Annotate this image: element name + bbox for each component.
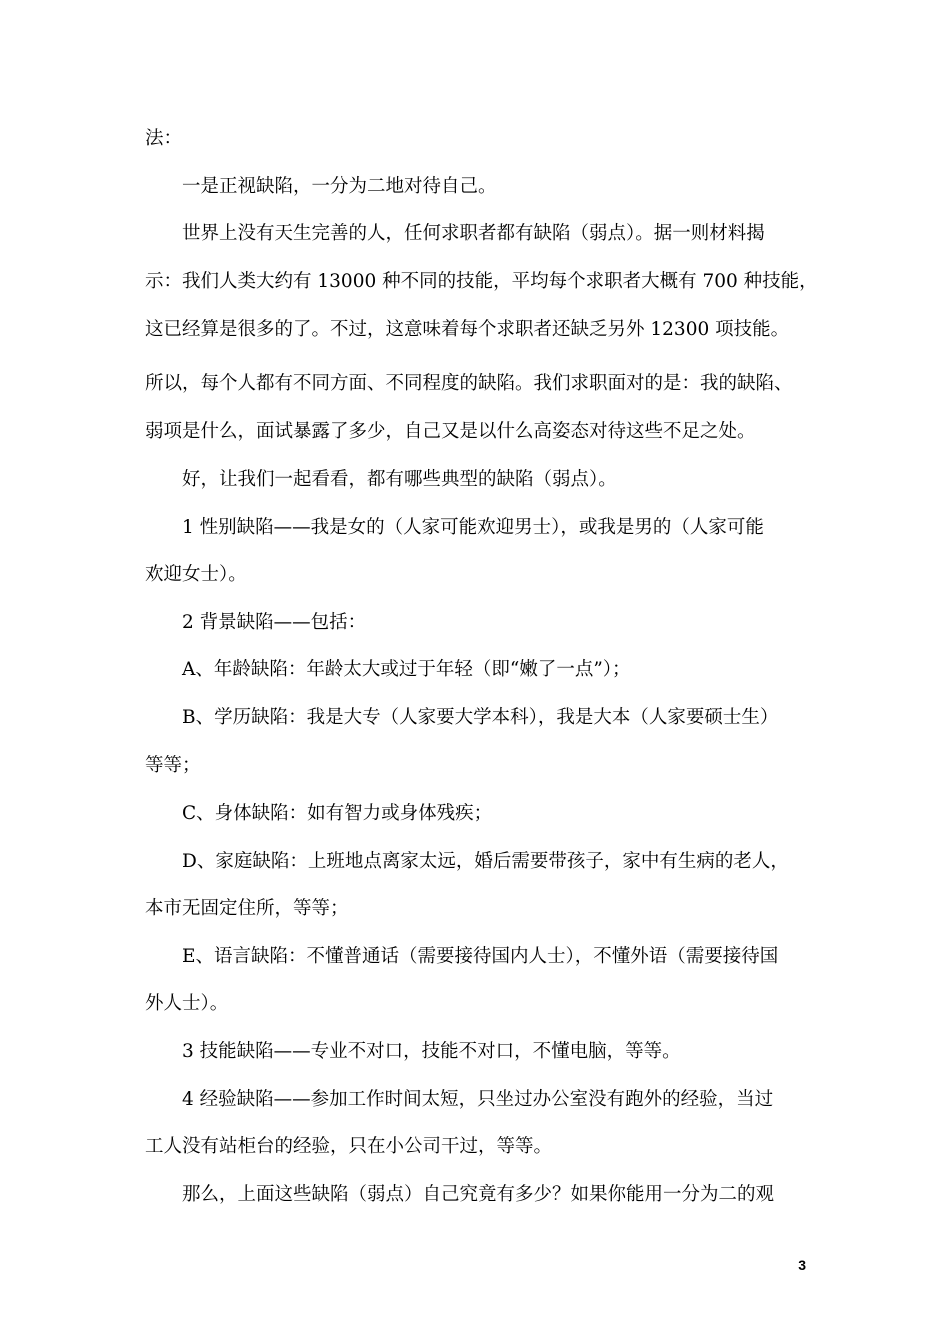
text-line: 法： xyxy=(145,128,183,149)
text-line: 3 技能缺陷——专业不对口，技能不对口，不懂电脑，等等。 xyxy=(182,1041,681,1062)
text-line: 2 背景缺陷——包括： xyxy=(182,612,367,633)
text-line: 等等； xyxy=(145,755,201,776)
text-line: B、学历缺陷：我是大专（人家要大学本科），我是大本（人家要硕士生） xyxy=(182,707,779,728)
text-line: 1 性别缺陷——我是女的（人家可能欢迎男士），或我是男的（人家可能 xyxy=(182,517,764,538)
text-line: 这已经算是很多的了。不过，这意味着每个求职者还缺乏另外 12300 项技能。 xyxy=(145,319,790,340)
text-line: 弱项是什么，面试暴露了多少，自己又是以什么高姿态对待这些不足之处。 xyxy=(145,421,756,442)
text-line: C、身体缺陷：如有智力或身体残疾； xyxy=(182,803,493,824)
text-line: 示：我们人类大约有 13000 种不同的技能，平均每个求职者大概有 700 种技能， xyxy=(145,271,818,292)
text-line: E、语言缺陷：不懂普通话（需要接待国内人士），不懂外语（需要接待国 xyxy=(182,946,779,967)
text-line: 本市无固定住所，等等； xyxy=(145,898,349,919)
text-line: 那么，上面这些缺陷（弱点）自己究竟有多少？如果你能用一分为二的观 xyxy=(182,1184,775,1205)
text-line: 外人士）。 xyxy=(145,993,229,1014)
text-line: D、家庭缺陷：上班地点离家太远，婚后需要带孩子，家中有生病的老人， xyxy=(182,851,789,872)
text-line: 欢迎女士）。 xyxy=(145,564,247,585)
text-line: 工人没有站柜台的经验，只在小公司干过，等等。 xyxy=(145,1136,553,1157)
text-line: 所以，每个人都有不同方面、不同程度的缺陷。我们求职面对的是：我的缺陷、 xyxy=(145,373,793,394)
text-line: A、年龄缺陷：年龄太大或过于年轻（即“嫩了一点”）； xyxy=(182,659,631,680)
text-line: 一是正视缺陷，一分为二地对待自己。 xyxy=(182,176,497,197)
text-line: 4 经验缺陷——参加工作时间太短，只坐过办公室没有跑外的经验，当过 xyxy=(182,1089,774,1110)
page-number: 3 xyxy=(798,1257,806,1273)
text-line: 世界上没有天生完善的人，任何求职者都有缺陷（弱点）。据一则材料揭 xyxy=(182,223,765,244)
text-line: 好，让我们一起看看，都有哪些典型的缺陷（弱点）。 xyxy=(182,469,617,490)
